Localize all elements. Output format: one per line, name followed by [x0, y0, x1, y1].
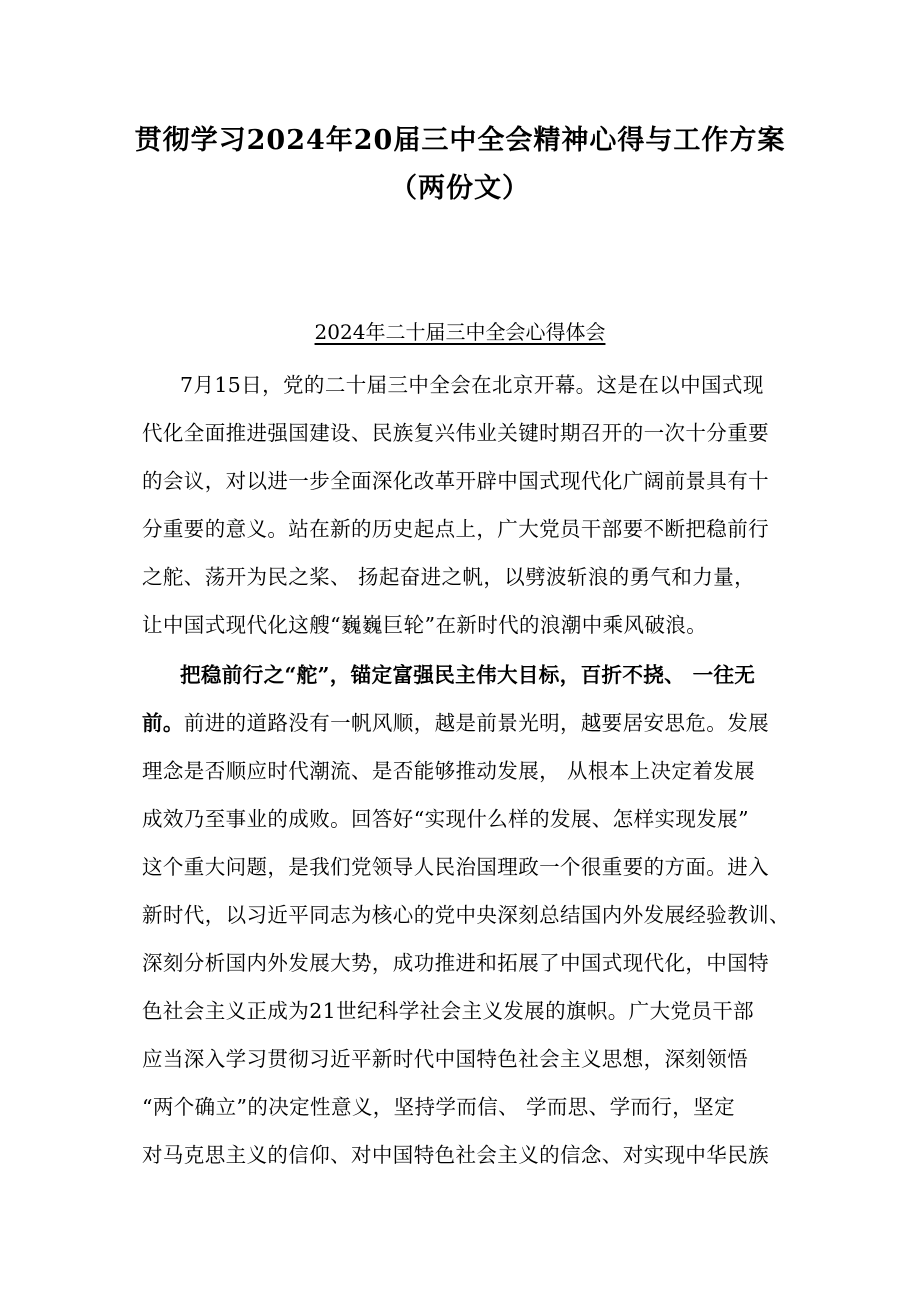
paragraph-line: 之舵、荡开为民之桨、 扬起奋进之帆，以劈波斩浪的勇气和力量， — [142, 565, 756, 589]
paragraph-line: 理念是否顺应时代潮流、是否能够推动发展， 从根本上决定着发展 — [142, 759, 756, 783]
paragraph-line: 色社会主义正成为21世纪科学社会主义发展的旗帜。广大党员干部 — [142, 999, 755, 1023]
paragraph-line: 深刻分析国内外发展大势，成功推进和拓展了中国式现代化，中国特 — [142, 951, 769, 975]
paragraph-line-text: 前进的道路没有一帆风顺，越是前景光明，越要居安思危。发展 — [183, 711, 770, 735]
paragraph-line: 新时代，以习近平同志为核心的党中央深刻总结国内外发展经验教训、 — [142, 903, 790, 927]
paragraph-line: 分重要的意义。站在新的历史起点上，广大党员干部要不断把稳前行 — [142, 517, 769, 541]
paragraph-line: 应当深入学习贯彻习近平新时代中国特色社会主义思想，深刻领悟 — [142, 1047, 749, 1071]
document-title: 贯彻学习2024年20届三中全会精神心得与工作方案 — [134, 125, 786, 156]
paragraph-lead-bold: 把稳前行之“舵”，锚定富强民主伟大目标，百折不挠、 一往无 — [180, 663, 756, 687]
paragraph-line — [142, 706, 769, 736]
paragraph-line: 这个重大问题，是我们党领导人民治国理政一个很重要的方面。进入 — [142, 855, 769, 879]
paragraph-line: 的会议，对以进一步全面深化改革开辟中国式现代化广阔前景具有十 — [142, 469, 769, 493]
paragraph-line: 对马克思主义的信仰、对中国特色社会主义的信念、对实现中华民族 — [142, 1143, 769, 1167]
paragraph-line: 代化全面推进强国建设、民族复兴伟业关键时期召开的一次十分重要 — [142, 421, 769, 445]
paragraph-line: 让中国式现代化这艘“巍巍巨轮”在新时代的浪潮中乘风破浪。 — [142, 613, 708, 637]
paragraph-line: 7月15日，党的二十届三中全会在北京开幕。这是在以中国式现 — [180, 373, 764, 397]
document-title-subtitle: （两份文） — [390, 173, 530, 204]
paragraph-lead-bold-end: 前。 — [142, 711, 184, 735]
paragraph-line: 成效乃至事业的成败。回答好“实现什么样的发展、怎样实现发展” — [142, 807, 749, 831]
section-heading — [120, 316, 800, 345]
section-heading-text: 2024年二十届三中全会心得体会 — [314, 320, 606, 344]
paragraph-line: “两个确立”的决定性意义，坚持学而信、 学而思、学而行，坚定 — [142, 1095, 735, 1119]
